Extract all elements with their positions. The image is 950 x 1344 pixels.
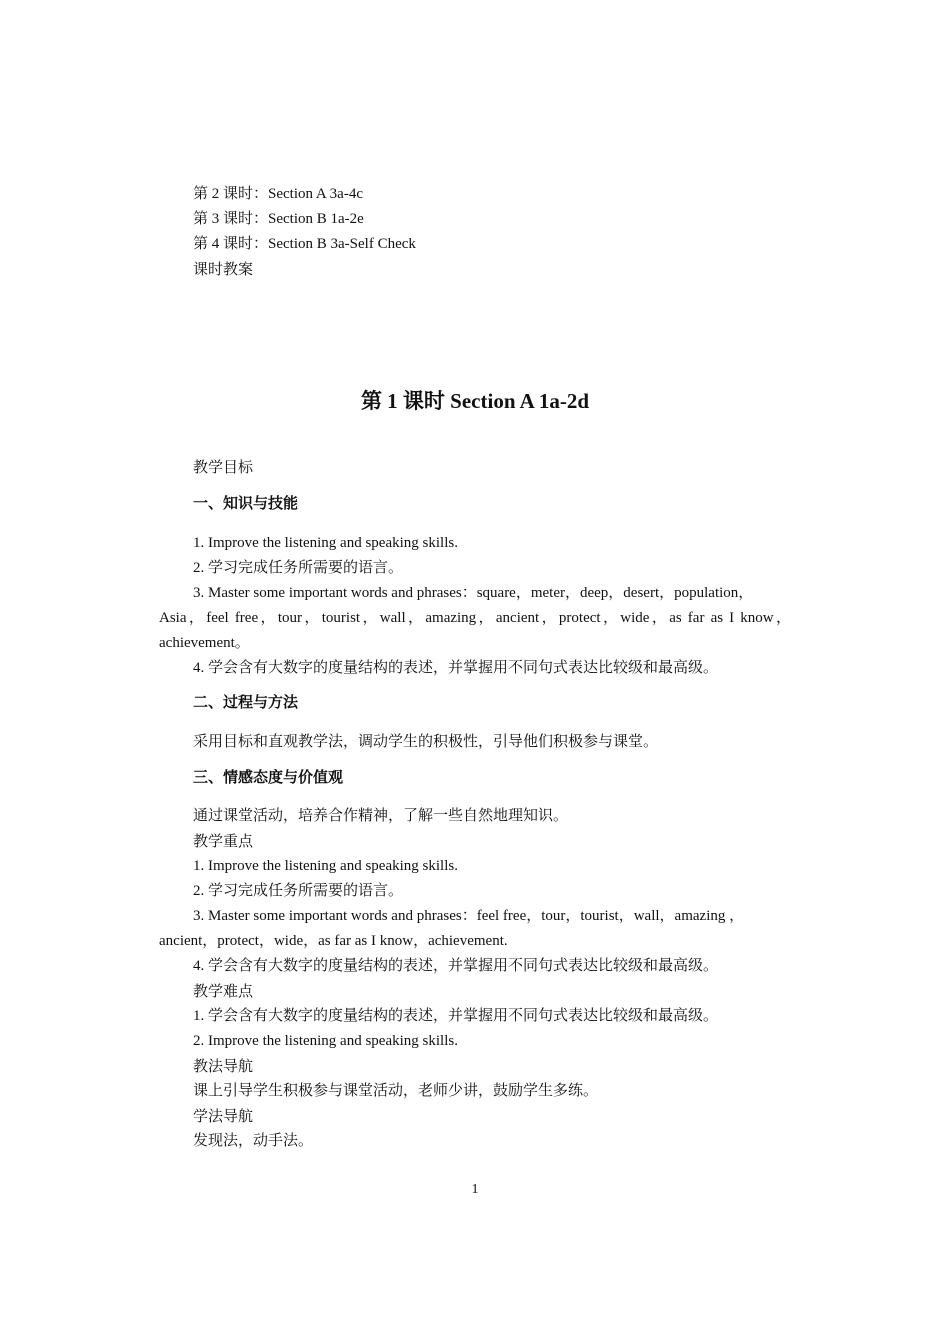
- difficulty-2: 2. Improve the listening and speaking skills.: [193, 1033, 458, 1049]
- teaching-method-heading: 教法导航: [193, 1057, 254, 1075]
- skill-item-3-line-1: 3. Master some important words and phrases：square，meter，deep，desert，population，: [193, 585, 754, 601]
- section-1-heading: 一、知识与技能: [193, 494, 299, 512]
- lesson-title: 第 1 课时 Section A 1a-2d: [360, 389, 590, 413]
- teaching-method-text: 课上引导学生积极参与课堂活动，老师少讲，鼓励学生多练。: [193, 1083, 599, 1099]
- lesson-plan-heading: 课时教案: [193, 260, 254, 278]
- key-point-4: 4. 学会含有大数字的度量结构的表述，并掌握用不同句式表达比较级和最高级。: [193, 958, 719, 974]
- key-points-heading: 教学重点: [193, 832, 254, 850]
- learning-method-text: 发现法，动手法。: [193, 1133, 314, 1149]
- skill-item-3-line-2: Asia，feel free，tour，tourist，wall，amazing，ancient，protect，wide，as far as I know，: [159, 610, 791, 626]
- key-point-3-line-1: 3. Master some important words and phrases：feel free，tour，tourist，wall，amazing ，: [193, 908, 745, 924]
- skill-item-4: 4. 学会含有大数字的度量结构的表述，并掌握用不同句式表达比较级和最高级。: [193, 660, 719, 676]
- skill-item-1: 1. Improve the listening and speaking skills.: [193, 535, 458, 551]
- toc-item-lesson-2: 第 2 课时：Section A 3a-4c: [193, 186, 363, 202]
- page-number: 1: [471, 1182, 479, 1197]
- key-point-1: 1. Improve the listening and speaking skills.: [193, 858, 458, 874]
- section-3-heading: 三、情感态度与价值观: [193, 768, 344, 786]
- toc-item-lesson-3: 第 3 课时：Section B 1a-2e: [193, 211, 364, 227]
- section-3-text: 通过课堂活动，培养合作精神，了解一些自然地理知识。: [193, 808, 569, 824]
- learning-method-heading: 学法导航: [193, 1107, 254, 1125]
- difficulties-heading: 教学难点: [193, 982, 254, 1000]
- section-2-text: 采用目标和直观教学法，调动学生的积极性，引导他们积极参与课堂。: [193, 734, 659, 750]
- section-2-heading: 二、过程与方法: [193, 693, 299, 711]
- skill-item-2: 2. 学习完成任务所需要的语言。: [193, 560, 404, 576]
- objectives-heading: 教学目标: [193, 458, 254, 476]
- toc-item-lesson-4: 第 4 课时：Section B 3a-Self Check: [193, 236, 416, 252]
- key-point-3-line-2: ancient，protect，wide，as far as I know，achievement.: [159, 933, 508, 949]
- difficulty-1: 1. 学会含有大数字的度量结构的表述，并掌握用不同句式表达比较级和最高级。: [193, 1008, 719, 1024]
- key-point-2: 2. 学习完成任务所需要的语言。: [193, 883, 404, 899]
- skill-item-3-line-3: achievement。: [159, 635, 250, 651]
